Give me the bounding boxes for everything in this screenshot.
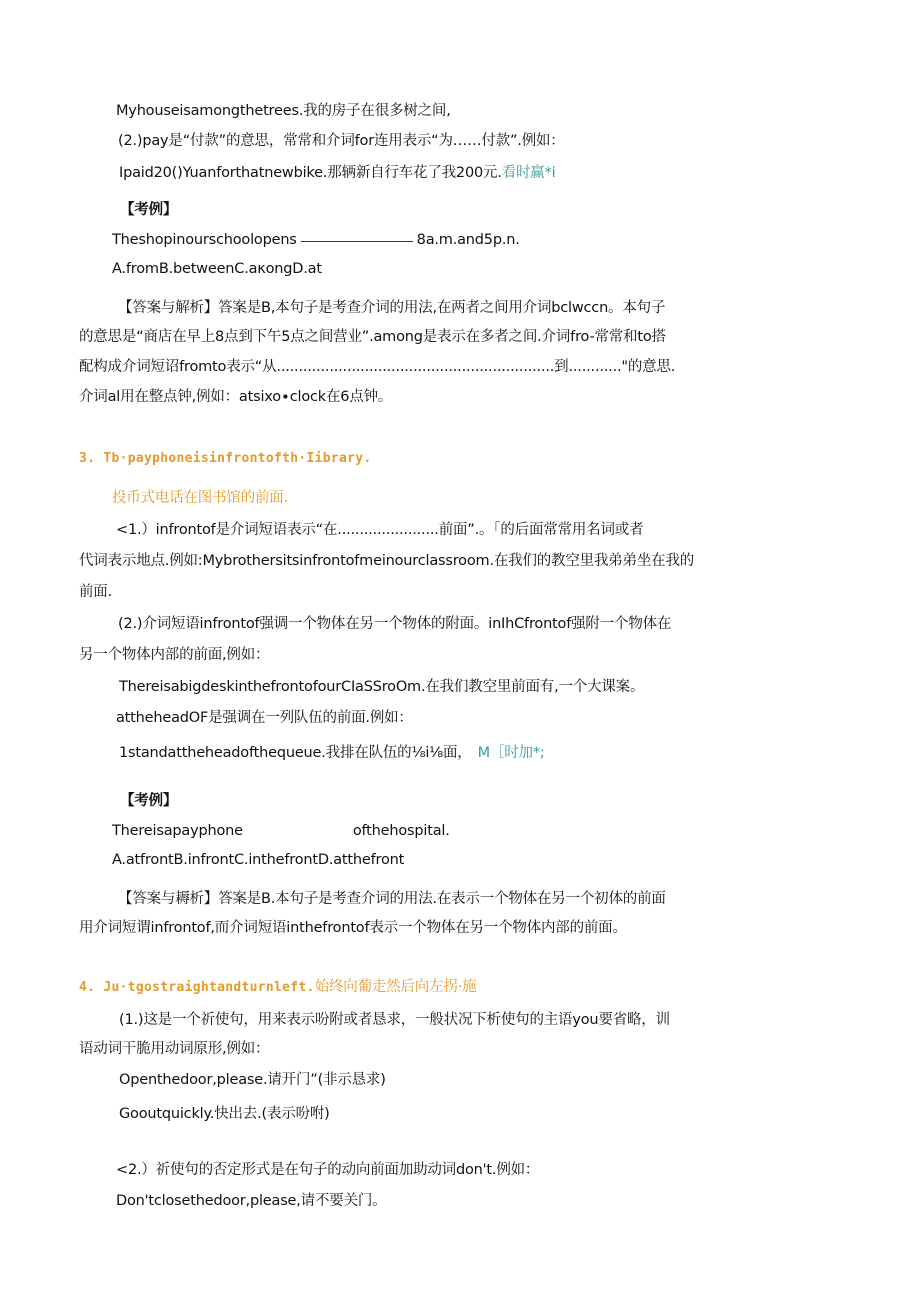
stray-annotation-2: M［时加*; <box>477 745 545 761</box>
section-3-example-2-text: 1standattheheadofthequeue.我排在队伍的⅛i⅛面， <box>119 745 472 761</box>
section-3-heading: 3. Tb·payphoneisinfrontofth·Iibrary. <box>79 451 372 466</box>
example-sentence-pay <box>119 163 555 183</box>
section-4-example-2: Gooutquickly.快出去.(表示吩咐) <box>119 1106 330 1122</box>
section-3-example-2 <box>119 743 545 763</box>
answer-analysis-2-line-2: 用介词短谓infrontof,而介词短语inthefrontof表示一个物体在另一个物体内部的前面。 <box>79 920 627 936</box>
answer-analysis-2-line-1: 【答案与耨析】答案是B.本句子是考查介词的用法.在表示一个物体在另一个初体的前面 <box>118 891 666 907</box>
answer-analysis-1-line-1: 【答案与解析】答案是B,本句子是考查介词的用法,在两者之间用介词bclwccn。本句子 <box>118 300 666 316</box>
exam-example-tag: 【考例】 <box>120 202 178 218</box>
section-3-para-line-1: <1.）infrontof是介词短语表示“在.......................前面”.。「的后面常常用名词或者 <box>116 522 644 538</box>
exam-question-1 <box>112 230 520 250</box>
example-sentence-among: Myhouseisamongthetrees.我的房子在很多树之间, <box>116 103 451 119</box>
section-3-para-line-4: (2.)介词短语infrontof强调一个物体在另一个物体的附面。inIhCfrontof强附一个物体在 <box>118 616 672 632</box>
section-3-para-line-7: attheheadOF是强调在一列队伍的前面.例如： <box>116 710 413 726</box>
section-4-example-3: Don'tclosethedoor,please,请不要关门。 <box>116 1193 387 1209</box>
exam-example-tag-2: 【考例】 <box>120 793 178 809</box>
exam-question-2 <box>112 821 450 841</box>
answer-analysis-1-line-4: 介词al用在整点钟,例如：atsixo∙clock在6点钟。 <box>79 389 393 405</box>
section-4-heading <box>79 977 476 998</box>
section-4-heading-cn: 始终向葡走然后向左拐·施 <box>314 979 477 995</box>
section-4-para-line-2: 语动词干脆用动词原形,例如： <box>79 1041 270 1057</box>
section-3-translation: 投币式电话在图书馆的前面. <box>112 490 289 506</box>
question-1-part-a: Theshopinourschoolopens <box>112 232 297 248</box>
section-3-para-line-2: 代词表示地点.例如:Mybrothersitsinfrontofmeinourclassroom.在我们的教空里我弟弟坐在我的 <box>79 553 695 569</box>
exam-options-1: A.fromB.betweenC.aκongD.at <box>112 261 322 277</box>
answer-blank <box>301 231 413 242</box>
section-4-example-1: Openthedoor,please.请开门”(非示恳求) <box>119 1072 386 1088</box>
question-2-part-b: ofthehospital. <box>352 823 450 839</box>
answer-analysis-1-line-2: 的意思是“商店在早上8点到下午5点之间营业”.among是表示在多者之间.介词fro-常常和to搭 <box>79 329 666 345</box>
exam-options-2: A.atfrontB.infrontC.inthefrontD.atthefront <box>112 852 405 868</box>
question-1-part-b: 8a.m.and5p.n. <box>416 232 520 248</box>
answer-analysis-1-line-3: 配构成介词短诏fromto表示“从...............................................................到............"的意思. <box>79 359 676 375</box>
section-4-para-line-1: (1.)这是一个祈使句，用来表示吩附或者恳求，一般状况下析使句的主语you要省略，训 <box>119 1012 670 1028</box>
note-pay-usage: (2.)pay是“付款”的意思，常常和介词for连用表示“为……付款”.例如： <box>118 133 565 149</box>
section-4-para-line-5: <2.）祈使句的否定形式是在句子的动向前面加助动词don't.例如： <box>116 1162 540 1178</box>
section-3-example-1: ThereisabigdeskinthefrontofourCIaSSroOm.在我们教空里前面有,一个大课案。 <box>119 679 645 695</box>
example-sentence-pay-text: Ipaid20()Yuanforthatnewbike.那辆新自行车花了我200元. <box>119 165 502 181</box>
stray-annotation: 看时赢*i <box>501 165 556 181</box>
section-4-heading-en: 4. Ju·tgostraightandturnleft. <box>79 980 315 995</box>
section-3-para-line-5: 另一个物体内部的前面,例如： <box>79 647 270 663</box>
question-2-part-a: Thereisapayphone <box>112 823 243 839</box>
section-3-para-line-3: 前面. <box>79 584 113 600</box>
